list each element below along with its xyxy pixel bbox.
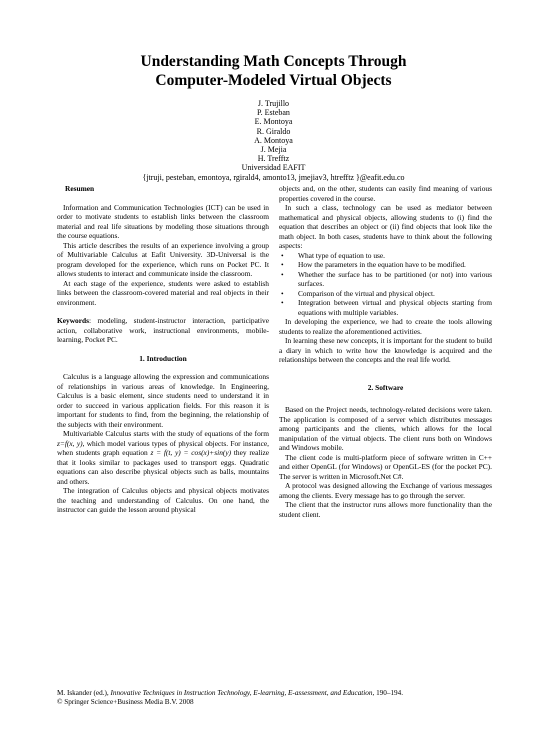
keywords-text: : modeling, student-instructor interaction, participative action, collaborative work, instructional environments, mobile-learning, Pocket PC.: [57, 316, 269, 344]
equation: z = f(t, y) = cos(x)+sin(y): [150, 448, 232, 457]
text-run: Multivariable Calculus starts with the study of equations of the form: [63, 429, 269, 438]
page-footer: [57, 689, 497, 707]
section-heading-introduction: 1. Introduction: [139, 353, 187, 363]
citation-line: [57, 689, 497, 698]
author-name: J. Trujillo: [257, 99, 290, 108]
intro-paragraph: Calculus is a language allowing the expression and communications of relationships in various areas of knowledge. In Engineering, Calculus is a basic element, since students need to understand it in order to succeed in various application fields. For this reason it is important for students to find, from the beginning, the relationship of the subjects with their environment.: [57, 372, 269, 429]
intro-paragraph: [57, 429, 269, 486]
intro-paragraph: The integration of Calculus objects and physical objects motivates the teaching and understanding of Calculus. On one hand, the instructor can guide the lesson around physical: [57, 486, 269, 514]
text-run: , which model various types of physical objects. For instance, when students graph equation: [57, 438, 269, 457]
software-paragraph: A protocol was designed allowing the Exchange of various messages among the clients. Every message has to go through the server.: [279, 481, 492, 500]
software-paragraph: The client code is multi-platform piece of software written in C++ and either OpenGL (for Windows) or OpenGL-ES (for the pocket PC). The server is written in Microsoft.Net C#.: [279, 452, 492, 481]
body-paragraph: In learning these new concepts, it is important for the student to build a diary in which to write how the knowledge is acquired and the relationships between the concepts and the real life world.: [279, 336, 492, 364]
right-column: [279, 184, 492, 519]
author-name: H. Trefftz: [257, 154, 290, 164]
body-paragraph: In such a class, technology can be used as mediator between mathematical and physical objects, allowing students to (i) find the equation that describes an object or (ii) find objects that look like the math object. In both cases, students have to think about the following aspects:: [279, 203, 492, 250]
resumen-heading: Resumen: [65, 184, 95, 193]
list-item: • Whether the surface has to be partitioned (or not) into various surfaces.: [279, 270, 492, 289]
author-emails: {jtruji, pesteban, emontoya, rgirald4, amonto13, jmejiav3, htrefftz }@eafit.edu.co: [142, 172, 405, 182]
left-column: [57, 184, 269, 515]
author-name: A. Montoya: [254, 135, 293, 145]
author-name: J. Mejia: [260, 145, 287, 155]
list-item: • How the parameters in the equation have to be modified.: [279, 260, 492, 270]
list-item: • Integration between virtual and physical objects starting from equations with multiple variables.: [279, 298, 492, 317]
text-run: they realize that it looks similar to packages used to transport eggs. Quadratic equations can also describe physical objects such as balls, mountains and others.: [57, 448, 270, 486]
title-line-1: Understanding Math Concepts Through: [140, 53, 407, 70]
text-run: , 190–194.: [372, 689, 404, 697]
software-paragraph: Based on the Project needs, technology-related decisions were taken. The application is composed of a server which distributes messages among participants and the clients, which allows for the local manipulation of the virtual objects. The client runs both on Windows and Windows mobile.: [279, 405, 492, 452]
author-name: E. Montoya: [254, 117, 293, 127]
copyright-line: © Springer Science+Business Media B.V. 2008: [57, 698, 194, 706]
abstract-paragraph: This article describes the results of an experience involving a group of Multivariable Calculus at Eafit University. 3D-Universal is the program developed for the experience, which runs on Pocket PC. It allows students to interact and communicate inside the classroom.: [57, 240, 269, 278]
list-item: • Comparison of the virtual and physical object.: [279, 289, 492, 299]
author-name: P. Esteban: [257, 108, 290, 118]
title-line-2: Computer-Modeled Virtual Objects: [155, 72, 392, 89]
book-title: Innovative Techniques in Instruction Technology, E-learning, E-assessment, and Education: [110, 689, 373, 697]
equation: z=f(x, y): [57, 438, 83, 448]
author-name: R. Giraldo: [256, 126, 291, 136]
abstract-paragraph: At each stage of the experience, students were asked to establish links between the classroom-covered material and real objects in their environment.: [57, 278, 269, 307]
body-paragraph: In developing the experience, we had to create the tools allowing students to realize the aforementioned activities.: [279, 317, 492, 336]
software-paragraph: The client that the instructor runs allows more functionality than the student client.: [279, 500, 492, 519]
keywords: [57, 316, 269, 345]
affiliation: Universidad EAFIT: [241, 163, 306, 173]
author-block: [60, 99, 487, 182]
aspects-list: [279, 251, 492, 318]
text-run: M. Iskander (ed.),: [57, 689, 111, 697]
continued-paragraph: objects and, on the other, students can easily find meaning of various properties covered in the course.: [279, 184, 492, 203]
abstract-paragraph: Information and Communication Technologies (ICT) can be used in order to motivate students to establish links between the classroom material and real life situations by modeling those situations through the course equations.: [57, 202, 269, 240]
paper-title: [40, 52, 507, 90]
list-item: • What type of equation to use.: [279, 251, 492, 261]
section-heading-software: 2. Software: [367, 382, 404, 392]
keywords-label: Keywords: [57, 316, 90, 325]
